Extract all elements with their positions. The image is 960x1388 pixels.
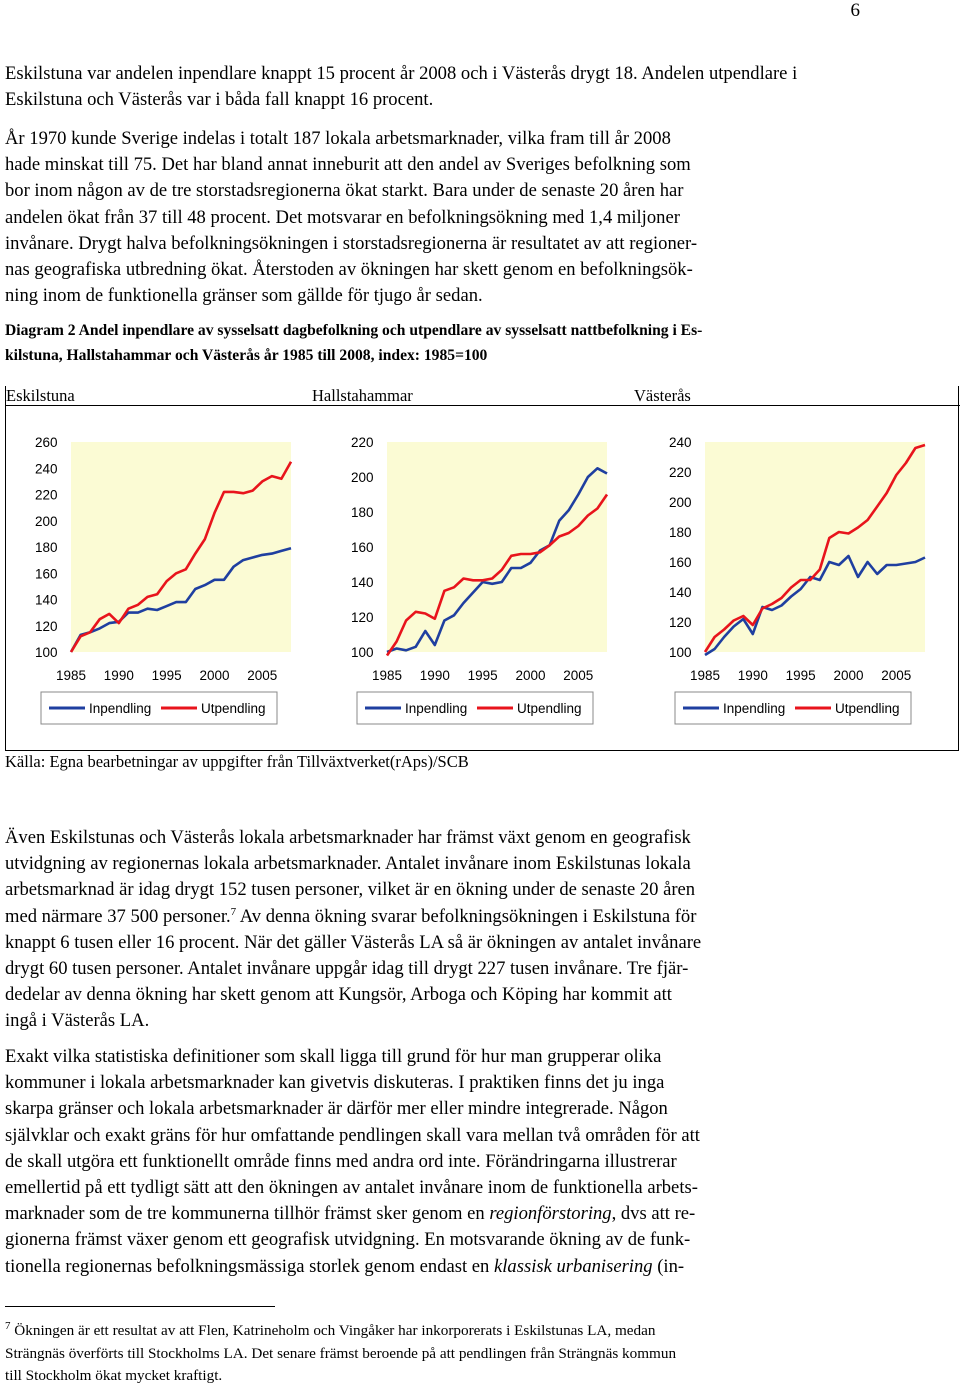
x-tick-label: 1995 <box>467 668 498 683</box>
text-line: invånare. Drygt halva befolkningsökningen i storstadsregionerna är resultatet av att regioner- <box>5 232 698 254</box>
y-tick-label: 220 <box>351 435 374 450</box>
y-tick-label: 200 <box>35 513 58 529</box>
text-line: nas geografiska utbredning ökat. Återstoden av ökningen har skett genom en befolkningsök- <box>5 259 693 281</box>
text-line: hade minskat till 75. Det har bland annat inneburit att den andel av Sveriges befolkning som <box>5 154 691 176</box>
y-tick-label: 120 <box>351 610 374 625</box>
footnote-number: 7 <box>5 1319 11 1332</box>
diagram-caption <box>5 318 850 368</box>
chart-title-eskilstuna: Eskilstuna <box>6 386 75 405</box>
chart-title-hallstahammar: Hallstahammar <box>312 386 413 405</box>
text-line: andelen ökat från 37 till 48 procent. Det motsvarar en befolkningsökning med 1,4 miljoner <box>5 206 680 228</box>
paragraph-labour-markets <box>5 126 850 309</box>
line-chart <box>26 412 294 742</box>
text-line: skarpa gränser och lokala arbetsmarknader är därför mer eller mindre integrerade. Någon <box>5 1098 668 1120</box>
x-tick-label: 2000 <box>199 668 230 683</box>
text-line: ingå i Västerås LA. <box>5 1010 150 1032</box>
x-tick-label: 2000 <box>515 668 546 683</box>
footnote-line: Ökningen är ett resultat av att Flen, Katrineholm och Vingåker har inkorporerats i Eskilstunas LA, medan <box>10 1322 656 1339</box>
plot-area <box>71 442 291 652</box>
footnote-line: Strängnäs överförts till Stockholms LA. Det senare främst beroende på att pendlingen från Strängnäs kommun <box>5 1344 677 1362</box>
x-tick-label: 1995 <box>151 668 182 683</box>
footnote-ref[interactable]: 7 <box>230 905 237 918</box>
y-tick-label: 200 <box>351 470 374 485</box>
term-regionforstoring: regionförstoring <box>489 1203 612 1225</box>
text-line: Exakt vilka statistiska definitioner som skall ligga till grund för hur man grupperar olika <box>5 1046 662 1067</box>
y-tick-label: 100 <box>669 645 692 660</box>
x-tick-label: 1995 <box>785 668 816 683</box>
y-tick-label: 180 <box>351 505 374 520</box>
page-number: 6 <box>850 0 860 21</box>
paragraph-eskilstuna-vasteras <box>5 825 850 1035</box>
y-tick-label: 140 <box>351 575 374 590</box>
plot-area <box>387 442 607 652</box>
x-tick-label: 2000 <box>833 668 864 683</box>
text-line: knappt 6 tusen eller 16 procent. När det gäller Västerås LA så är ökningen av antalet invånare <box>5 931 702 953</box>
y-tick-label: 120 <box>669 615 692 630</box>
x-tick-label: 1990 <box>737 668 768 683</box>
term-klassisk-urbanisering: klassisk urbanisering <box>494 1255 653 1277</box>
y-tick-label: 140 <box>669 585 692 600</box>
y-tick-label: 180 <box>669 525 692 540</box>
legend-label: Utpendling <box>517 701 582 716</box>
x-tick-label: 2005 <box>247 668 278 683</box>
legend-label: Utpendling <box>201 701 266 716</box>
text-line: gionerna främst växer genom ett geografisk utvidgning. En motsvarande ökning av de funk- <box>5 1229 691 1251</box>
footnote <box>5 1320 855 1388</box>
legend-label: Inpendling <box>405 701 468 716</box>
paragraph-definitions <box>5 1044 850 1280</box>
source-note: Källa: Egna bearbetningar av uppgifter från Tillväxtverket(rAps)/SCB <box>5 752 469 771</box>
x-tick-label: 1990 <box>103 668 134 683</box>
line-chart <box>342 412 610 742</box>
plot-area <box>705 442 925 652</box>
x-tick-label: 1990 <box>419 668 450 683</box>
y-tick-label: 160 <box>351 540 374 555</box>
text-line: År 1970 kunde Sverige indelas i totalt 187 lokala arbetsmarknader, vilka fram till år 2008 <box>5 128 671 149</box>
x-tick-label: 2005 <box>881 668 912 683</box>
footnote-rule <box>5 1306 275 1307</box>
text-line: marknader som de tre kommunerna tillhör främst sker genom en <box>5 1203 490 1225</box>
paragraph-commuters: Eskilstuna var andelen inpendlare knappt 15 procent år 2008 och i Västerås drygt 18. Andelen utpendlare i Eskilstuna och Västerås var i båda fall knappt 16 procent. <box>5 63 798 111</box>
y-tick-label: 120 <box>35 618 58 634</box>
y-tick-label: 140 <box>35 592 58 608</box>
y-tick-label: 100 <box>35 645 58 660</box>
text-line: ning inom de funktionella gränser som gällde för tjugo år sedan. <box>5 285 483 307</box>
chart-eskilstuna <box>26 412 294 747</box>
text-line: Av denna ökning svarar befolkningsökningen i Eskilstuna för <box>236 905 697 927</box>
text-line: drygt 60 tusen personer. Antalet invånare uppgår idag till drygt 227 tusen invånare. Tre fjär- <box>5 958 689 980</box>
text-line: tionella regionernas befolkningsmässiga storlek genom endast en <box>5 1255 494 1277</box>
text-line: arbetsmarknad är idag drygt 152 tusen personer, vilket är en ökning under de senaste 20 åren <box>5 879 696 901</box>
footnote-line: till Stockholm ökat mycket kraftigt. <box>5 1367 223 1384</box>
legend-label: Inpendling <box>89 701 152 716</box>
y-tick-label: 240 <box>669 435 692 450</box>
x-tick-label: 1985 <box>371 668 403 683</box>
y-tick-label: 240 <box>35 461 58 477</box>
legend-label: Utpendling <box>835 701 900 716</box>
y-tick-label: 220 <box>35 487 58 503</box>
text-line: självklar och exakt gräns för hur omfattande pendlingen skall vara mellan två områden för att <box>5 1124 700 1146</box>
x-tick-label: 2005 <box>563 668 594 683</box>
y-tick-label: 160 <box>35 566 58 582</box>
y-tick-label: 180 <box>35 540 58 555</box>
text-line: med närmare 37 500 personer. <box>5 905 231 927</box>
text-line: kommuner i lokala arbetsmarknader kan givetvis diskuteras. I praktiken finns det ju inga <box>5 1072 665 1094</box>
text-line: emellertid på ett tydligt sätt att den ökningen av antalet invånare inom de funktionella arbets- <box>5 1177 698 1199</box>
legend-label: Inpendling <box>723 701 786 716</box>
text-line: de skall utgöra ett funktionellt område finns med andra ord inte. Förändringarna illustrerar <box>5 1150 677 1172</box>
y-tick-label: 100 <box>351 645 374 660</box>
figure-header-rule <box>5 405 960 406</box>
text-line: , dvs att re- <box>611 1203 696 1225</box>
text-line: (in- <box>652 1255 685 1277</box>
text-line: dedelar av denna ökning har skett genom att Kungsör, Arboga och Köping har kommit att <box>5 984 672 1006</box>
y-tick-label: 220 <box>669 465 692 480</box>
y-tick-label: 260 <box>35 435 58 450</box>
x-tick-label: 1985 <box>689 668 721 683</box>
caption-line: Diagram 2 Andel inpendlare av sysselsatt dagbefolkning och utpendlare av sysselsatt nattbefolkning i Es- <box>5 322 703 339</box>
y-tick-label: 160 <box>669 555 692 570</box>
x-tick-label: 1985 <box>55 668 87 683</box>
caption-line: kilstuna, Hallstahammar och Västerås år 1985 till 2008, index: 1985=100 <box>5 347 488 364</box>
text-line: utvidgning av regionernas lokala arbetsmarknader. Antalet invånare inom Eskilstunas lokala <box>5 853 691 875</box>
line-chart <box>660 412 928 742</box>
chart-hallstahammar <box>342 412 610 747</box>
chart-title-vasteras: Västerås <box>634 386 691 405</box>
y-tick-label: 200 <box>669 495 692 510</box>
chart-vasteras <box>660 412 928 747</box>
text-line: Även Eskilstunas och Västerås lokala arbetsmarknader har främst växt genom en geografisk <box>5 827 691 848</box>
text-line: bor inom någon av de tre storstadsregionerna ökat starkt. Bara under de senaste 20 åren har <box>5 180 684 202</box>
